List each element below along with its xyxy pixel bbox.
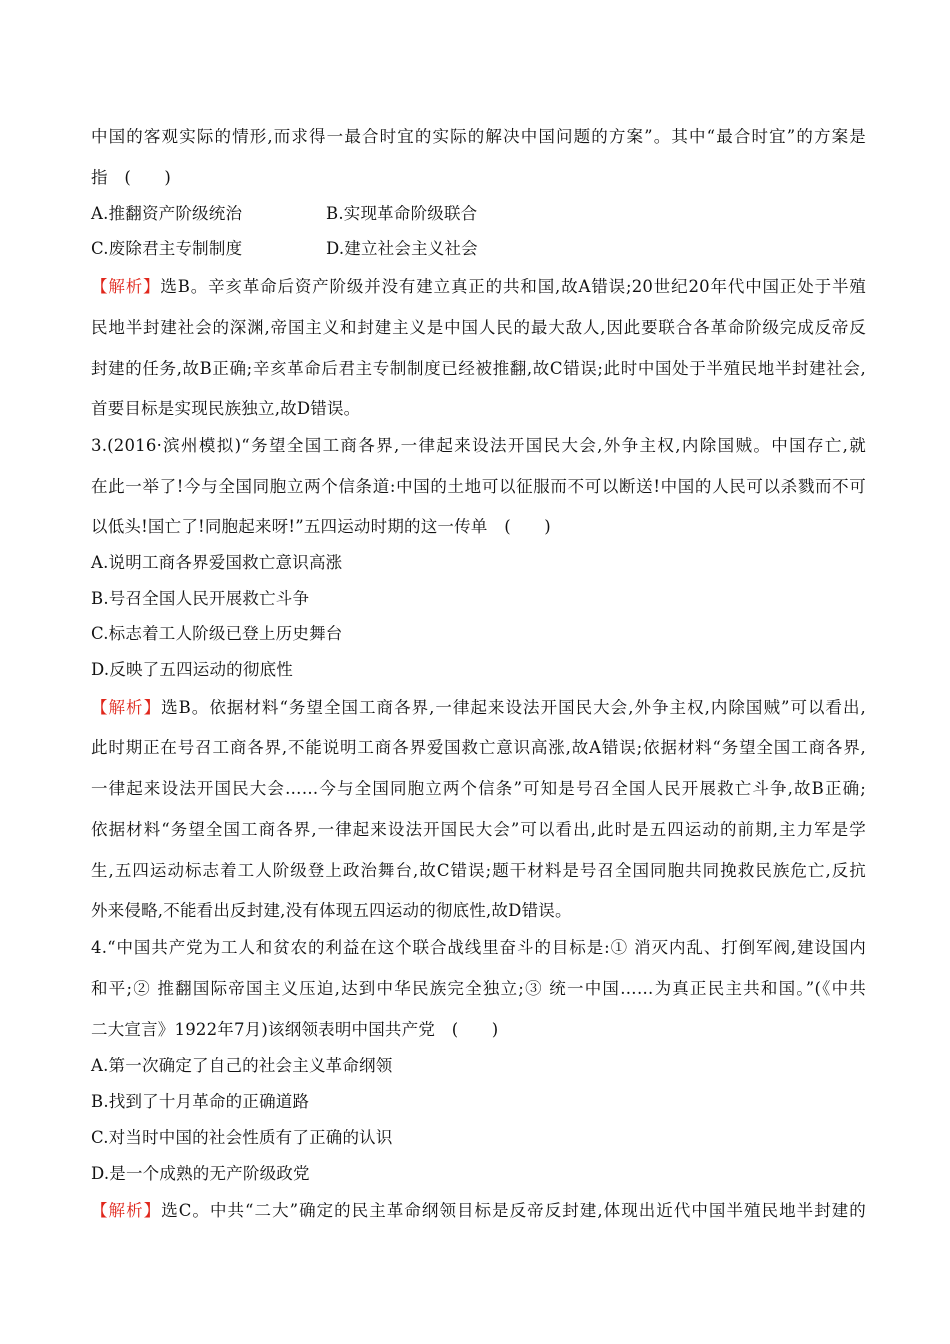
- q4-stem-line-2: 和平;② 推翻国际帝国主义压迫,达到中华民族完全独立;③ 统一中国……为真正民主共和国。”(《中共: [91, 979, 866, 998]
- q3-analysis-line-6: 外来侵略,不能看出反封建,没有体现五四运动的彻底性,故D错误。: [91, 901, 572, 920]
- q4-stem-line-3: 二大宣言》1922年7月)该纲领表明中国共产党 ( ): [91, 1020, 499, 1039]
- q3-stem-line-3: 以低头!国亡了!同胞起来呀!”五四运动时期的这一传单 ( ): [91, 517, 551, 536]
- analysis-tag: 【解析】: [91, 698, 162, 717]
- q2-option-c: C.废除君主专制制度: [91, 239, 243, 258]
- q4-stem-line-1: 4.“中国共产党为工人和贫农的利益在这个联合战线里奋斗的目标是:① 消灭内乱、打倒军阀,建设国内: [91, 938, 866, 957]
- q3-analysis-line-2: 此时期正在号召工商各界,不能说明工商各界爱国救亡意识高涨,故A错误;依据材料“务望全国工商各界,: [91, 738, 866, 757]
- q4-option-b: B.找到了十月革命的正确道路: [91, 1092, 310, 1111]
- q4-analysis-line-1: [91, 1200, 866, 1222]
- q4-option-a: A.第一次确定了自己的社会主义革命纲领: [91, 1056, 393, 1075]
- q3-analysis-line-1: [91, 697, 866, 719]
- q4-option-c: C.对当时中国的社会性质有了正确的认识: [91, 1128, 393, 1147]
- q3-stem-line-2: 在此一举了!今与全国同胞立两个信条道:中国的土地可以征服而不可以断送!中国的人民可以杀戮而不可: [91, 477, 866, 496]
- q2-option-d: D.建立社会主义社会: [326, 239, 478, 258]
- q2-analysis-line-3: 封建的任务,故B正确;辛亥革命后君主专制制度已经被推翻,故C错误;此时中国处于半殖民地半封建社会,: [91, 359, 866, 378]
- analysis-tag: 【解析】: [91, 277, 161, 296]
- q3-analysis-text-1: 选B。依据材料“务望全国工商各界,一律起来设法开国民大会,外争主权,内除国贼”可以看出,: [161, 698, 866, 717]
- q3-analysis-line-4: 依据材料“务望全国工商各界,一律起来设法开国民大会”可以看出,此时是五四运动的前期,主力军是学: [91, 820, 866, 839]
- analysis-tag: 【解析】: [91, 1201, 162, 1220]
- q3-analysis-line-5: 生,五四运动标志着工人阶级登上政治舞台,故C错误;题干材料是号召全国同胞共同挽救民族危亡,反抗: [91, 861, 866, 880]
- q3-stem-line-1: 3.(2016·滨州模拟)“务望全国工商各界,一律起来设法开国民大会,外争主权,内除国贼。中国存亡,就: [91, 436, 866, 455]
- q2-analysis-line-4: 首要目标是实现民族独立,故D错误。: [91, 399, 361, 418]
- q2-options-row-2: [91, 238, 866, 260]
- q2-analysis-line-2: 民地半封建社会的深渊,帝国主义和封建主义是中国人民的最大敌人,因此要联合各革命阶级完成反帝反: [91, 318, 866, 337]
- q2-stem-line-1: 中国的客观实际的情形,而求得一最合时宜的实际的解决中国问题的方案”。其中“最合时宜”的方案是: [91, 127, 866, 146]
- q2-stem-line-2: 指 ( ): [91, 168, 172, 187]
- q2-options-row-1: [91, 203, 866, 225]
- q3-option-c: C.标志着工人阶级已登上历史舞台: [91, 624, 343, 643]
- q3-option-b: B.号召全国人民开展救亡斗争: [91, 589, 310, 608]
- q2-analysis-text-1: 选B。辛亥革命后资产阶级并没有建立真正的共和国,故A错误;20世纪20年代中国正处于半殖: [160, 277, 866, 296]
- q3-option-d: D.反映了五四运动的彻底性: [91, 660, 293, 679]
- q2-option-a: A.推翻资产阶级统治: [91, 204, 243, 223]
- q2-analysis-line-1: [91, 276, 866, 298]
- q4-analysis-text-1: 选C。中共“二大”确定的民主革命纲领目标是反帝反封建,体现出近代中国半殖民地半封建的: [161, 1201, 866, 1220]
- q4-option-d: D.是一个成熟的无产阶级政党: [91, 1164, 310, 1183]
- q3-analysis-line-3: 一律起来设法开国民大会……今与全国同胞立两个信条”可知是号召全国人民开展救亡斗争,故B正确;: [91, 779, 866, 798]
- q3-option-a: A.说明工商各界爱国救亡意识高涨: [91, 553, 343, 572]
- q2-option-b: B.实现革命阶级联合: [326, 204, 478, 223]
